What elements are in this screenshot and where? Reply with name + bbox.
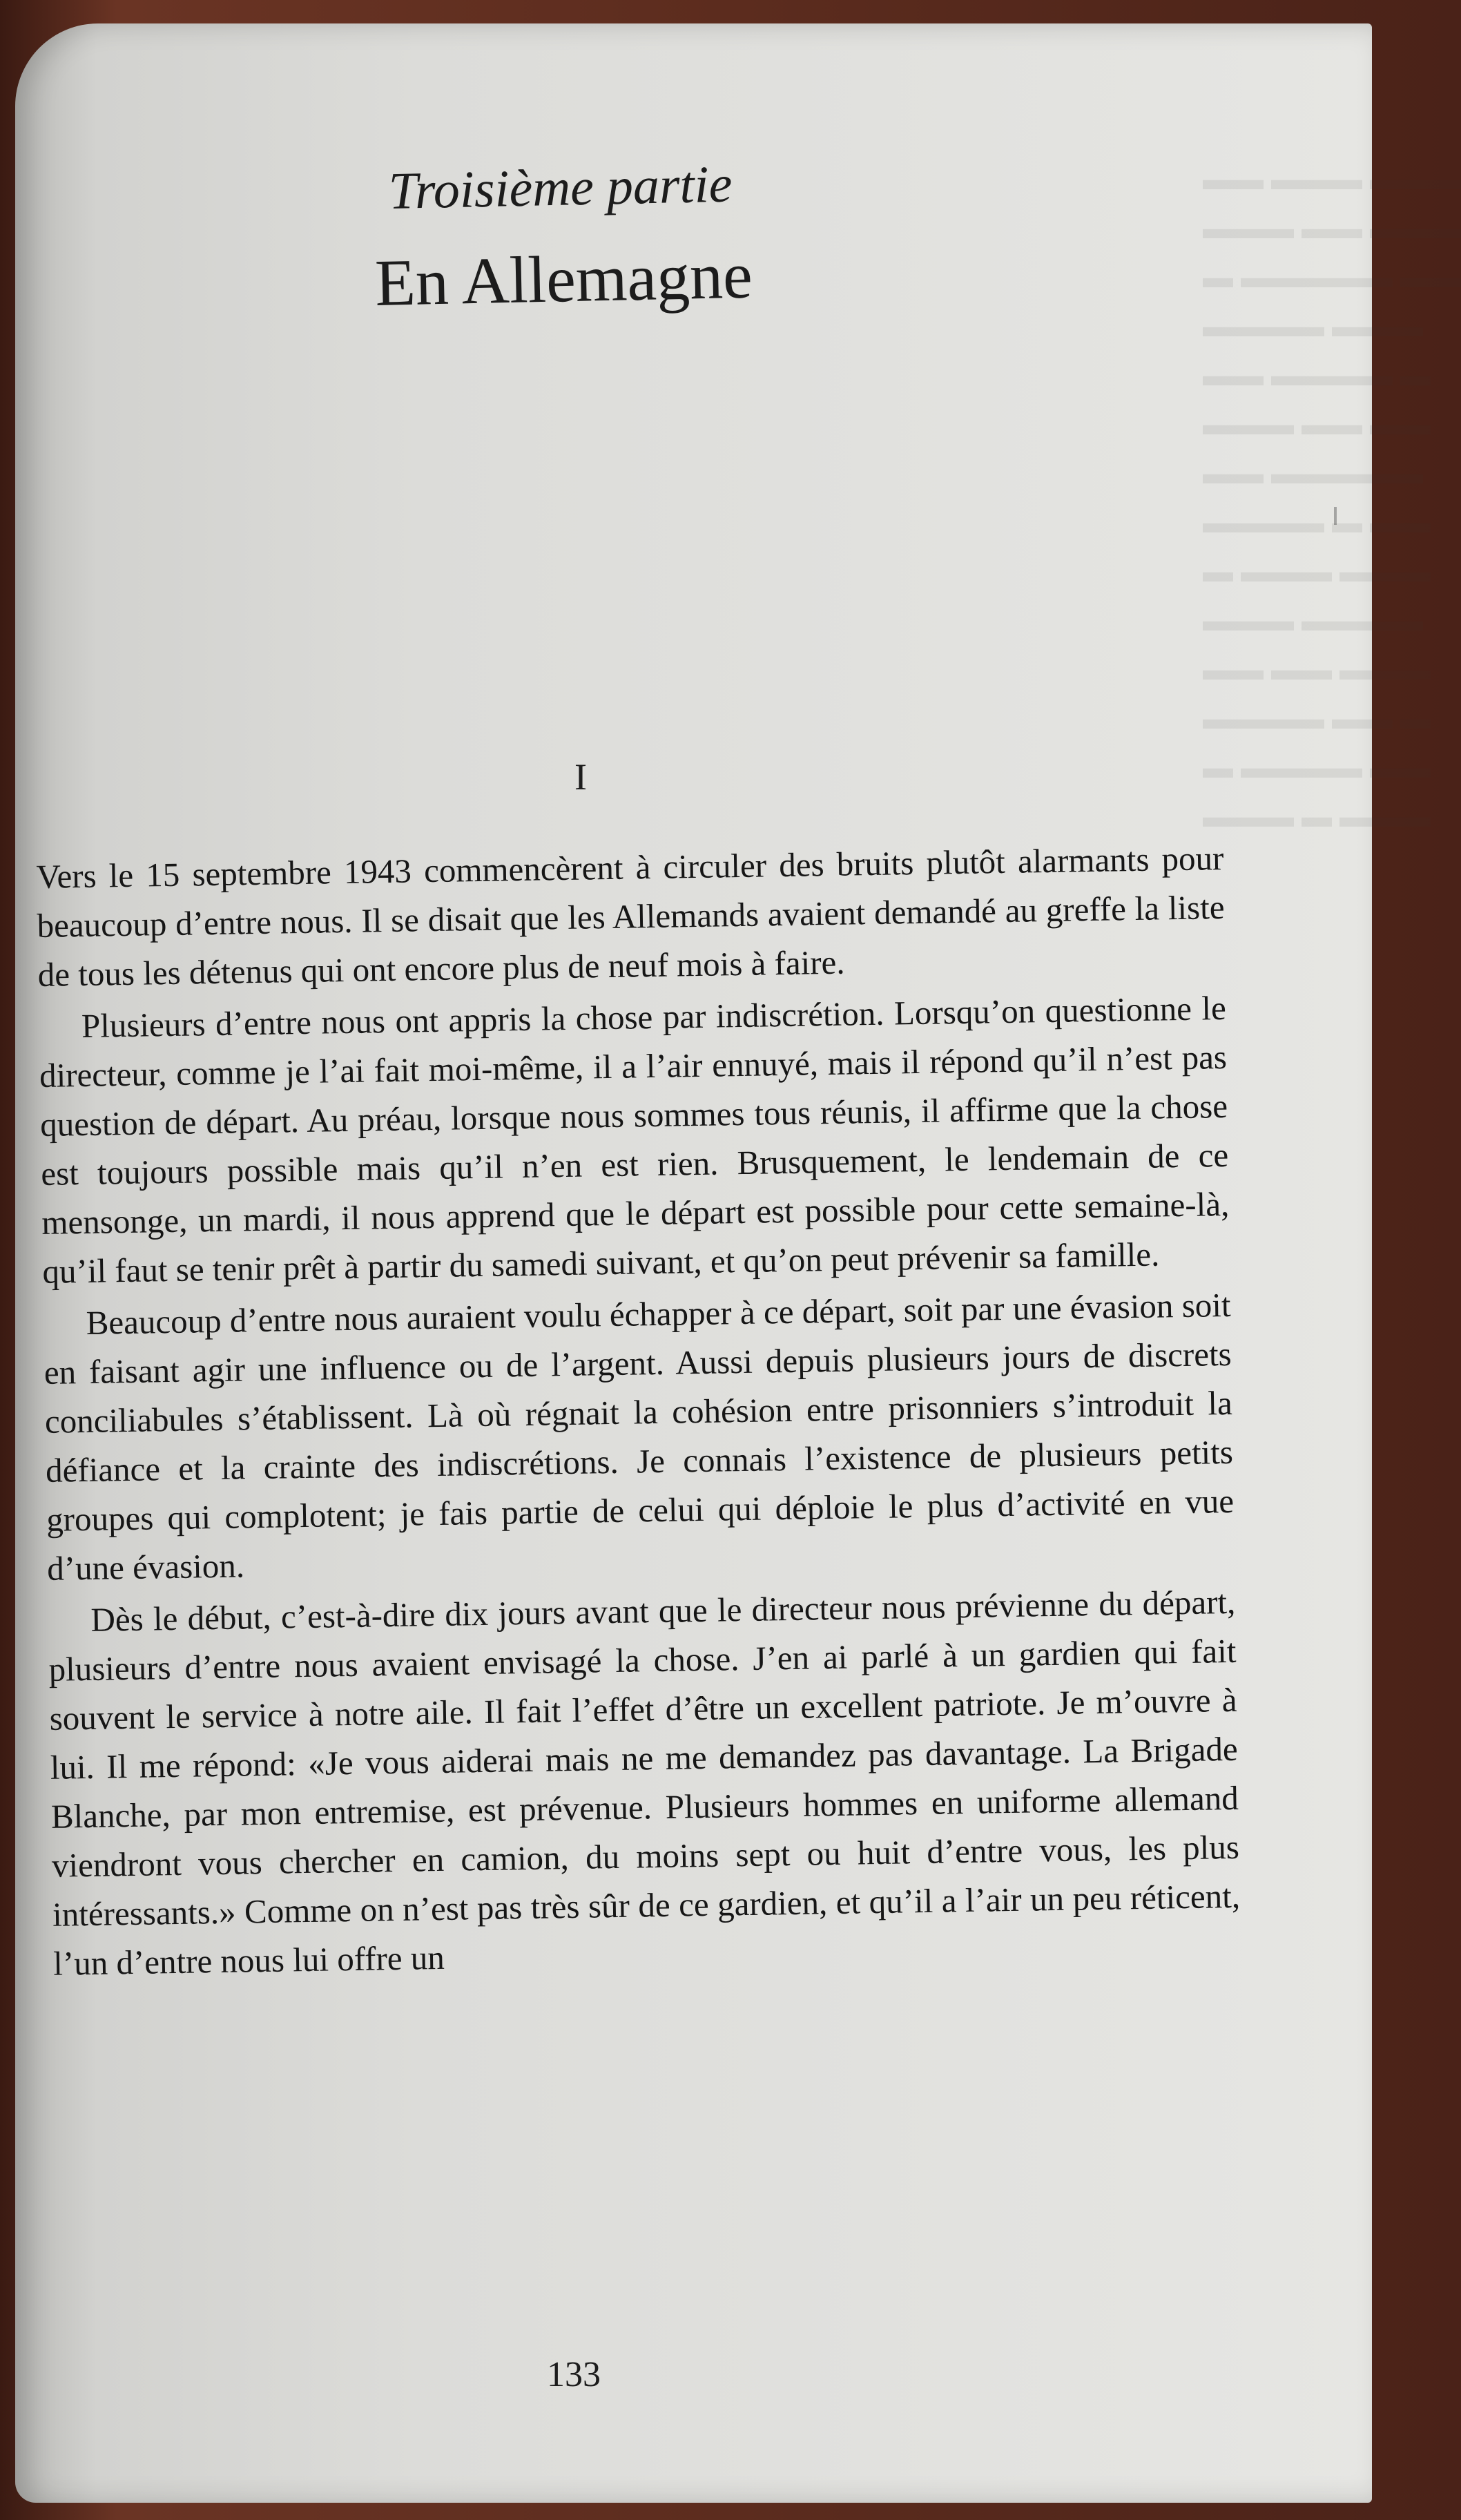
part-title: Troisième partie xyxy=(388,155,733,220)
chapter-title: En Allemagne xyxy=(374,238,753,320)
margin-mark xyxy=(1334,507,1337,525)
show-through-text: ▬▬ ▬▬▬ ▬▬▬ ▬▬▬ ▬▬ ▬▬▬ ▬ ▬▬▬▬▬ ▬▬ ▬▬▬▬ ▬▬▬ ▬▬ ▬▬▬▬ ▬ ▬▬▬ ▬▬ ▬▬ ▬▬ ▬▬▬▬▬ ▬▬▬▬ ▬ ▬▬ ▬ ▬▬▬ ▬▬▬ ▬▬▬ ▬▬▬▬ ▬▬ ▬▬ ▬▬▬ ▬▬▬▬ ▬▬ ▬ ▬ ▬▬▬▬ ▬▬ ▬▬▬ ▬ ▬▬▬ xyxy=(1203,162,1461,834)
paragraph-2: Plusieurs d’entre nous ont appris la chose par indiscrétion. Lorsqu’on questionne le directeur, comme je l’ai fait moi-même, il a l’air ennuyé, mais il répond qu’il n’est pas question de départ. Au préau, lorsque nous sommes tous réunis, il affirme que la chose est toujours possible mais qu’il n’en est rien. Brusquement, le lendemain de ce mensonge, un mardi, il nous apprend que le départ est possible pour cette semaine-là, qu’il faut se tenir prêt à partir du samedi suivant, et qu’on peut prévenir sa famille. xyxy=(39,988,1230,1291)
paragraph-1: Vers le 15 septembre 1943 commencèrent à circuler des bruits plutôt alarmants pour beaucoup d’entre nous. Il se disait que les Allemands avaient demandé au greffe la liste de tous les détenus qui ont encore plus de neuf mois à faire. xyxy=(36,838,1225,994)
paragraph-4: Dès le début, c’est-à-dire dix jours avant que le directeur nous prévienne du départ, plusieurs d’entre nous avaient envisagé la chose. J’en ai parlé à un gardien qui fait souvent le service à notre aile. Il fait l’effet d’être un excellent patriote. Je m’ouvre à lui. Il me répond: «Je vous aiderai mais ne me demandez pas davantage. La Brigade Blanche, par mon entremise, est prévenue. Plusieurs hommes en uniforme allemand viendront vous chercher en camion, du moins sept ou huit d’entre vous, les plus intéressants.» Comme on n’est pas très sûr de ce gardien, et qu’il a l’air un peu réticent, l’un d’entre nous lui offre un xyxy=(48,1582,1241,1983)
section-number: I xyxy=(574,756,587,798)
paragraph-3: Beaucoup d’entre nous auraient voulu échapper à ce départ, soit par une évasion soit en faisant agir une influence ou de l’argent. Aussi depuis plusieurs jours de discrets conciliabules s’établissent. Là où régnait la cohésion entre prisonniers s’introduit la défiance et la crainte des indiscrétions. Je connais l’existence de plusieurs petits groupes qui complotent; je fais partie de celui qui déploie le plus d’activité en vue d’une évasion. xyxy=(43,1285,1235,1588)
book-page xyxy=(15,23,1461,2503)
page-number: 133 xyxy=(547,2355,601,2394)
body-text xyxy=(36,834,1241,1991)
